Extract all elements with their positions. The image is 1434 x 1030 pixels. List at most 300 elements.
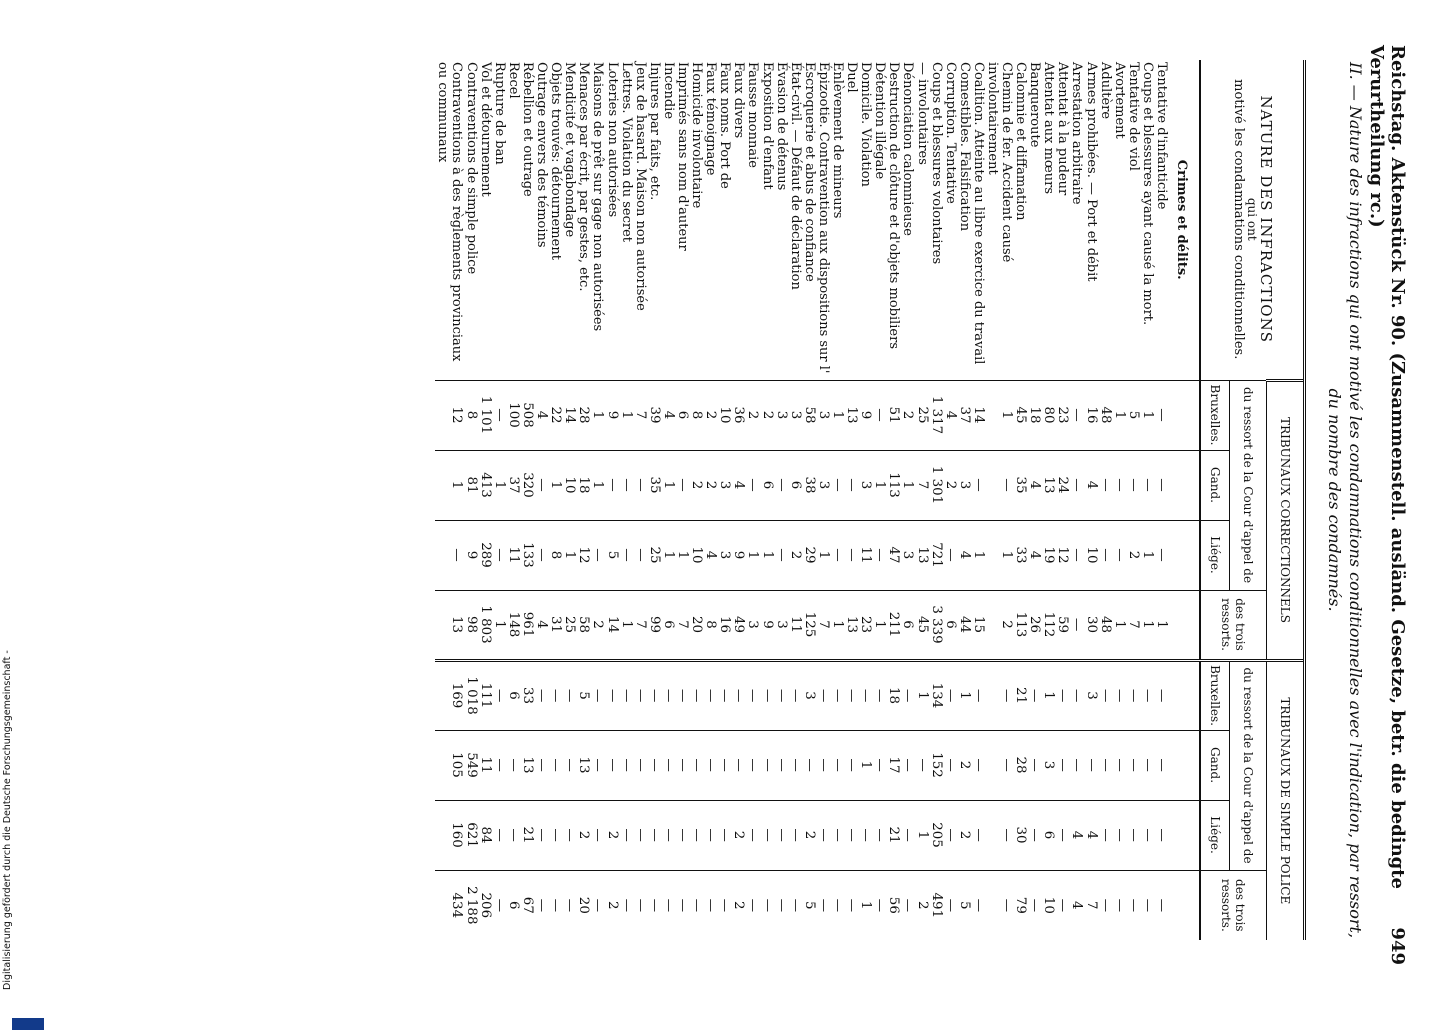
row-value: — bbox=[1069, 590, 1083, 660]
col-gand-2: Gand. bbox=[1200, 730, 1230, 800]
row-label: Adultère bbox=[1097, 62, 1113, 120]
row-value: — bbox=[689, 730, 703, 800]
row-value: 5 bbox=[802, 870, 816, 940]
row-value: — bbox=[745, 450, 759, 520]
row-value: 3 bbox=[717, 520, 731, 590]
dfg-logo bbox=[12, 1018, 44, 1030]
row-value: 2 bbox=[576, 800, 590, 870]
row-value: 39 bbox=[647, 380, 661, 450]
row-value: 25 bbox=[562, 590, 576, 660]
row-value: 1 bbox=[562, 520, 576, 590]
row-value: 205 bbox=[929, 800, 943, 870]
row-value: — bbox=[562, 660, 576, 730]
row-value: 152 bbox=[929, 730, 943, 800]
row-label: Avortement bbox=[1111, 62, 1127, 139]
row-value: 105 bbox=[436, 730, 464, 800]
table-row bbox=[562, 60, 576, 940]
row-value: — bbox=[1112, 660, 1126, 730]
row-value: 4 bbox=[1083, 800, 1097, 870]
row-value: 6 bbox=[675, 380, 689, 450]
row-value: — bbox=[534, 870, 548, 940]
table-row bbox=[590, 60, 604, 940]
row-value: 26 bbox=[1027, 590, 1041, 660]
row-value: 2 bbox=[604, 870, 618, 940]
row-value: — bbox=[1140, 660, 1154, 730]
row-value: 2 bbox=[943, 450, 957, 520]
row-value: 11 bbox=[506, 520, 520, 590]
row-value: 14 bbox=[604, 590, 618, 660]
row-value: — bbox=[1055, 660, 1069, 730]
row-value: — bbox=[971, 450, 985, 520]
row-value: — bbox=[774, 450, 788, 520]
row-value: 1 317 bbox=[929, 380, 943, 450]
row-value: — bbox=[1027, 800, 1041, 870]
row-value: 3 bbox=[858, 450, 872, 520]
row-value: 2 bbox=[731, 870, 745, 940]
row-value: — bbox=[703, 800, 717, 870]
row-value: — bbox=[985, 450, 1013, 520]
table-row bbox=[858, 60, 872, 940]
row-value: — bbox=[788, 870, 802, 940]
row-value: — bbox=[943, 800, 957, 870]
row-value: — bbox=[647, 870, 661, 940]
row-value: 84 bbox=[478, 800, 492, 870]
header-title: Reichstag. Aktenstück Nr. 90. (Zusammenstell. ausländ. Gesetze, betr. die bedingte Verurtheilung rc.) bbox=[1366, 45, 1408, 890]
row-label: Lettres. Violation du secret bbox=[618, 62, 634, 242]
row-value: — bbox=[900, 660, 914, 730]
des-trois-1: des trois ressorts. bbox=[1200, 590, 1267, 660]
row-value: 3 bbox=[816, 380, 830, 450]
row-label: Menaces par écrit, par gestes, etc. bbox=[576, 62, 592, 292]
row-value: — bbox=[943, 660, 957, 730]
row-label: Outrage envers des témoins bbox=[534, 62, 550, 248]
row-value: — bbox=[1112, 800, 1126, 870]
table-row bbox=[971, 60, 985, 940]
row-value: — bbox=[858, 800, 872, 870]
row-value: 45 bbox=[1013, 380, 1027, 450]
row-value: — bbox=[844, 450, 858, 520]
table-row bbox=[774, 60, 788, 940]
row-value: — bbox=[844, 730, 858, 800]
table-row bbox=[1069, 60, 1083, 940]
row-value: — bbox=[985, 660, 1013, 730]
row-value: — bbox=[548, 870, 562, 940]
table-row bbox=[703, 60, 717, 940]
row-value: — bbox=[900, 730, 914, 800]
group-correctionnels: TRIBUNAUX CORRECTIONNELS bbox=[1267, 380, 1305, 660]
row-value: — bbox=[689, 800, 703, 870]
col-bruxelles-2: Bruxelles. bbox=[1200, 660, 1230, 730]
row-value: — bbox=[1027, 660, 1041, 730]
row-value: — bbox=[675, 730, 689, 800]
row-label: Fausse monnaie bbox=[745, 62, 761, 168]
row-value: 18 bbox=[1027, 380, 1041, 450]
row-value: — bbox=[534, 800, 548, 870]
row-value: 111 bbox=[478, 660, 492, 730]
row-value: 48 bbox=[1098, 380, 1112, 450]
table-row bbox=[985, 60, 1013, 940]
row-label: Comestibles. Falsification bbox=[956, 62, 972, 232]
row-label: Enlèvement de mineurs bbox=[830, 62, 846, 219]
row-label: Vol et détournement bbox=[477, 62, 493, 197]
row-label: Contraventions de simple police bbox=[463, 62, 479, 275]
row-value: — bbox=[759, 730, 773, 800]
row-value: — bbox=[971, 870, 985, 940]
row-value: — bbox=[1098, 800, 1112, 870]
row-value: — bbox=[633, 730, 647, 800]
row-value: 2 188 bbox=[464, 870, 478, 940]
row-value: 549 bbox=[464, 730, 478, 800]
row-value: — bbox=[759, 800, 773, 870]
row-value: — bbox=[1069, 520, 1083, 590]
table-row bbox=[731, 60, 745, 940]
row-value: 2 bbox=[985, 590, 1013, 660]
row-value: 29 bbox=[802, 520, 816, 590]
row-value: 4 bbox=[943, 380, 957, 450]
row-value: — bbox=[562, 800, 576, 870]
row-value: 133 bbox=[520, 520, 534, 590]
row-value: — bbox=[675, 660, 689, 730]
row-value: 5 bbox=[576, 660, 590, 730]
row-value: 4 bbox=[703, 520, 717, 590]
row-value: — bbox=[1098, 730, 1112, 800]
row-value: — bbox=[619, 800, 633, 870]
row-value: — bbox=[689, 870, 703, 940]
row-value: 8 bbox=[703, 590, 717, 660]
row-value: — bbox=[1126, 800, 1140, 870]
row-value: — bbox=[788, 660, 802, 730]
row-value: 28 bbox=[576, 380, 590, 450]
row-value: 1 bbox=[1140, 380, 1154, 450]
row-value: 4 bbox=[661, 380, 675, 450]
row-value: — bbox=[1112, 870, 1126, 940]
row-value: 3 bbox=[717, 450, 731, 520]
row-value: 1 bbox=[957, 660, 971, 730]
row-value: 1 bbox=[858, 870, 872, 940]
row-value: — bbox=[703, 730, 717, 800]
row-value: 33 bbox=[520, 660, 534, 730]
row-value: — bbox=[492, 870, 506, 940]
row-value: 13 bbox=[915, 520, 929, 590]
row-value: 6 bbox=[943, 590, 957, 660]
row-value: 20 bbox=[576, 870, 590, 940]
row-value: 6 bbox=[1041, 800, 1055, 870]
row-value: — bbox=[943, 870, 957, 940]
row-value: — bbox=[774, 660, 788, 730]
row-value: — bbox=[633, 800, 647, 870]
table-row bbox=[1154, 60, 1168, 940]
table-row bbox=[943, 60, 957, 940]
row-value: 17 bbox=[886, 730, 900, 800]
row-value: 12 bbox=[576, 520, 590, 590]
row-label: Banqueroute bbox=[1027, 62, 1043, 148]
row-value: 13 bbox=[844, 380, 858, 450]
row-value: — bbox=[590, 660, 604, 730]
table-row bbox=[1013, 60, 1027, 940]
row-value: — bbox=[562, 730, 576, 800]
table-row bbox=[745, 60, 759, 940]
row-value: — bbox=[633, 450, 647, 520]
row-value: — bbox=[816, 660, 830, 730]
row-value: — bbox=[872, 730, 886, 800]
row-value: — bbox=[1126, 870, 1140, 940]
row-value: 2 bbox=[900, 380, 914, 450]
row-value: 7 bbox=[915, 450, 929, 520]
row-value: — bbox=[1098, 660, 1112, 730]
row-value: 434 bbox=[436, 870, 464, 940]
row-value: — bbox=[900, 800, 914, 870]
row-value: 3 bbox=[774, 590, 788, 660]
row-value: — bbox=[534, 660, 548, 730]
row-value: — bbox=[492, 660, 506, 730]
row-value: 28 bbox=[1013, 730, 1027, 800]
row-value: 1 bbox=[830, 590, 844, 660]
row-label: Recel bbox=[505, 62, 521, 99]
row-value: 1 bbox=[492, 590, 506, 660]
row-value: 56 bbox=[886, 870, 900, 940]
row-value: — bbox=[774, 730, 788, 800]
infractions-table bbox=[436, 60, 1307, 940]
row-value: 7 bbox=[1083, 870, 1097, 940]
row-value: 1 bbox=[619, 380, 633, 450]
row-value: 30 bbox=[1013, 800, 1027, 870]
row-value: — bbox=[548, 660, 562, 730]
row-value: — bbox=[745, 800, 759, 870]
row-value: 1 bbox=[590, 380, 604, 450]
row-value: 1 bbox=[1112, 590, 1126, 660]
row-value: 2 bbox=[957, 800, 971, 870]
nature-title: NATURE DES INFRACTIONS bbox=[1257, 95, 1275, 343]
row-value: — bbox=[619, 730, 633, 800]
row-value: 113 bbox=[1013, 590, 1027, 660]
row-value: — bbox=[830, 870, 844, 940]
row-value: — bbox=[619, 660, 633, 730]
row-value: 2 bbox=[731, 800, 745, 870]
col-liege-1: Liége. bbox=[1200, 520, 1230, 590]
row-value: 1 bbox=[492, 450, 506, 520]
table-row bbox=[604, 60, 618, 940]
row-value: 2 bbox=[802, 800, 816, 870]
row-label: Coalition. Atteinte au libre exercice du travail bbox=[970, 62, 986, 365]
row-value: 3 bbox=[957, 450, 971, 520]
row-value: 12 bbox=[436, 380, 464, 450]
row-value: — bbox=[971, 800, 985, 870]
row-value: — bbox=[1098, 870, 1112, 940]
row-value: — bbox=[619, 450, 633, 520]
row-value: — bbox=[943, 520, 957, 590]
row-value: — bbox=[506, 800, 520, 870]
row-value: 3 bbox=[1041, 730, 1055, 800]
row-value: — bbox=[661, 730, 675, 800]
row-value: 8 bbox=[548, 520, 562, 590]
row-value: 4 bbox=[1069, 870, 1083, 940]
row-value: — bbox=[492, 730, 506, 800]
row-value: — bbox=[858, 660, 872, 730]
row-value: — bbox=[971, 660, 985, 730]
row-value: 1 bbox=[1112, 380, 1126, 450]
row-value: 2 bbox=[745, 380, 759, 450]
row-label: Objets trouvés: détournement bbox=[548, 62, 564, 260]
row-value: 9 bbox=[464, 520, 478, 590]
row-value: — bbox=[1027, 870, 1041, 940]
row-value: — bbox=[872, 660, 886, 730]
row-value: 2 bbox=[703, 380, 717, 450]
row-value: 6 bbox=[661, 590, 675, 660]
row-value: 58 bbox=[576, 590, 590, 660]
row-label: Armes prohibées. — Port et débit bbox=[1083, 62, 1099, 282]
nature-header bbox=[1200, 60, 1305, 380]
row-value: — bbox=[661, 800, 675, 870]
du-ressort-2: du ressort de la Cour d'appel de bbox=[1230, 660, 1267, 870]
row-value: 5 bbox=[1126, 380, 1140, 450]
row-value: 134 bbox=[929, 660, 943, 730]
row-value: — bbox=[816, 730, 830, 800]
row-value: — bbox=[985, 730, 1013, 800]
section-heading: Crimes et délits. bbox=[1174, 159, 1189, 280]
table-row bbox=[1140, 60, 1154, 940]
row-value: — bbox=[633, 660, 647, 730]
col-bruxelles-1: Bruxelles. bbox=[1200, 380, 1230, 450]
table-row bbox=[872, 60, 886, 940]
row-value: 1 bbox=[858, 730, 872, 800]
row-value: 48 bbox=[1098, 590, 1112, 660]
row-value: — bbox=[604, 450, 618, 520]
row-value: — bbox=[1154, 520, 1168, 590]
row-value: — bbox=[745, 730, 759, 800]
nature-sub2: motivé les condamnations conditionnelles. bbox=[1231, 79, 1246, 360]
des-trois-2: des trois ressorts. bbox=[1200, 870, 1267, 940]
table-row bbox=[548, 60, 562, 940]
table-row bbox=[717, 60, 731, 940]
row-value: — bbox=[590, 800, 604, 870]
row-value: — bbox=[548, 730, 562, 800]
row-value: — bbox=[703, 660, 717, 730]
row-value: — bbox=[506, 730, 520, 800]
row-value: — bbox=[633, 520, 647, 590]
row-value: 33 bbox=[1013, 520, 1027, 590]
row-label: Corruption. Tentative bbox=[942, 62, 958, 204]
row-value: 1 bbox=[661, 520, 675, 590]
row-value: — bbox=[943, 730, 957, 800]
row-value: 1 bbox=[436, 450, 464, 520]
row-value: 38 bbox=[802, 450, 816, 520]
row-value: — bbox=[830, 800, 844, 870]
row-value: — bbox=[1098, 450, 1112, 520]
row-value: 37 bbox=[506, 450, 520, 520]
row-value: 1 bbox=[548, 450, 562, 520]
row-label: Maisons de prêt sur gage non autorisées bbox=[590, 62, 606, 332]
row-value: 2 bbox=[590, 590, 604, 660]
row-label: Domicile. Violation bbox=[858, 62, 874, 187]
row-value: 1 bbox=[915, 660, 929, 730]
row-value: 3 bbox=[802, 660, 816, 730]
row-value: — bbox=[872, 520, 886, 590]
row-value: — bbox=[675, 800, 689, 870]
page-number: 949 bbox=[1387, 927, 1408, 965]
row-value: 1 803 bbox=[478, 590, 492, 660]
table-row bbox=[647, 60, 661, 940]
row-value: — bbox=[492, 520, 506, 590]
row-value: 1 018 bbox=[464, 660, 478, 730]
row-value: 79 bbox=[1013, 870, 1027, 940]
row-value: — bbox=[675, 870, 689, 940]
row-value: 16 bbox=[1083, 380, 1097, 450]
table-row bbox=[929, 60, 943, 940]
row-value: 23 bbox=[1055, 380, 1069, 450]
row-value: — bbox=[985, 870, 1013, 940]
table-row bbox=[830, 60, 844, 940]
table-row bbox=[619, 60, 633, 940]
row-value: — bbox=[1069, 380, 1083, 450]
row-label: Arrestation arbitraire bbox=[1069, 62, 1085, 205]
row-value: — bbox=[1126, 660, 1140, 730]
row-value: — bbox=[717, 660, 731, 730]
row-value: — bbox=[788, 800, 802, 870]
row-value: 47 bbox=[886, 520, 900, 590]
row-value: — bbox=[745, 660, 759, 730]
row-value: 2 bbox=[915, 870, 929, 940]
row-value: — bbox=[872, 870, 886, 940]
row-value: 6 bbox=[788, 450, 802, 520]
table-row bbox=[675, 60, 689, 940]
row-value: — bbox=[1154, 730, 1168, 800]
row-value: 9 bbox=[759, 590, 773, 660]
row-value: 13 bbox=[576, 730, 590, 800]
row-value: 7 bbox=[675, 590, 689, 660]
row-value: 6 bbox=[506, 870, 520, 940]
row-value: 491 bbox=[929, 870, 943, 940]
row-value: — bbox=[604, 730, 618, 800]
row-value: 20 bbox=[689, 590, 703, 660]
row-value: — bbox=[1098, 520, 1112, 590]
row-value: 621 bbox=[464, 800, 478, 870]
row-label: Loteries non autorisées bbox=[604, 62, 620, 218]
row-value: 51 bbox=[886, 380, 900, 450]
row-value: — bbox=[590, 870, 604, 940]
row-value: — bbox=[830, 730, 844, 800]
row-value: 81 bbox=[464, 450, 478, 520]
row-label: Attentat à la pudeur bbox=[1055, 62, 1071, 196]
row-value: 721 bbox=[929, 520, 943, 590]
row-value: 508 bbox=[520, 380, 534, 450]
row-value: — bbox=[1126, 450, 1140, 520]
row-value: 67 bbox=[520, 870, 534, 940]
row-value: — bbox=[717, 730, 731, 800]
row-label: Jeux de hasard. Maison non autorisée bbox=[632, 62, 648, 311]
row-value: — bbox=[1140, 870, 1154, 940]
row-value: — bbox=[759, 660, 773, 730]
row-label: Homicide involontaire bbox=[689, 62, 705, 209]
row-value: 21 bbox=[520, 800, 534, 870]
row-value: 1 101 bbox=[478, 380, 492, 450]
row-value: — bbox=[492, 800, 506, 870]
table-row bbox=[1027, 60, 1041, 940]
row-value: — bbox=[788, 730, 802, 800]
row-label: Coups et blessures volontaires bbox=[928, 62, 944, 265]
table-row bbox=[900, 60, 914, 940]
dfg-footer: Digitalisierung gefördert durch die Deutsche Forschungsgemeinschaft - bbox=[2, 650, 13, 990]
row-value: 2 bbox=[788, 520, 802, 590]
row-value: — bbox=[717, 870, 731, 940]
row-label: Destruction de clôture et d'objets mobiliers bbox=[886, 62, 902, 350]
row-label: Mendicité et vagabondage bbox=[562, 62, 578, 238]
row-value: — bbox=[1055, 800, 1069, 870]
row-value: — bbox=[759, 870, 773, 940]
row-value: 5 bbox=[957, 870, 971, 940]
row-value: — bbox=[492, 380, 506, 450]
row-value: 13 bbox=[1041, 450, 1055, 520]
table-row bbox=[816, 60, 830, 940]
